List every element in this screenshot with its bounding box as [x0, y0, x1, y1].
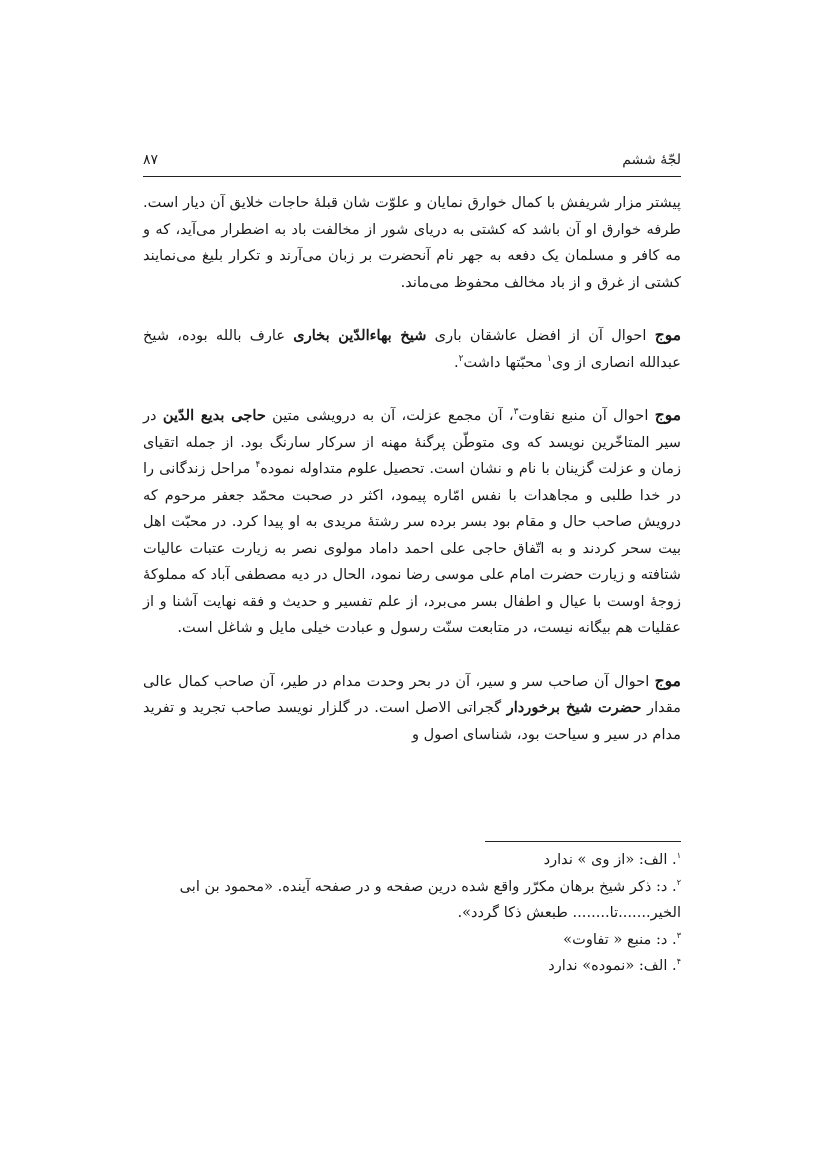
body-text: [143, 190, 681, 748]
paragraph-text: محبّتها داشت: [463, 353, 548, 371]
paragraph-1: [143, 190, 681, 296]
footnote-number: ۳: [676, 930, 681, 940]
footnote-text: . د: ذکر شیخ برهان مکرّر واقع شده درین صفحه و در صفحه آینده. «محمود بن ابی الخیر.......تا........ طبعش ذکا گردد».: [179, 877, 681, 921]
mawj-keyword: موج: [654, 405, 682, 424]
footnote-text: . الف: «از وی » ندارد: [543, 851, 677, 868]
footnote-number: ۴: [676, 957, 681, 967]
paragraph-text: .: [453, 353, 459, 371]
person-name: حضرت شیخ برخوردار: [506, 699, 642, 716]
footnote-ref: ۴: [255, 460, 261, 471]
footnote-ref: ۲: [458, 353, 464, 364]
paragraph-3: [143, 402, 681, 642]
page-number: ۸۷: [143, 152, 159, 168]
paragraph-text: ، آن مجمع عزلت، آن به درویشی متین: [265, 407, 514, 424]
paragraph-text: گجراتی الاصل است. در گلزار نویسد صاحب تجرید و تفرید مدام در سیر و سیاحت بود، شناسای اصول و: [143, 699, 681, 743]
footnote-ref: ۳: [513, 407, 519, 418]
paragraph-text: در سیر المتاخّرین نویسد که وی متوطّن پرگنهٔ مهنه از سرکار سارنگ بود. از جمله اتقیای زمان و عزلت گزینان با نام و نشان است. تحصیل علوم متداوله نموده: [143, 407, 682, 477]
paragraph-1-text: پیشتر مزار شریفش با کمال خوارق نمایان و علوّت شان قبلهٔ حاجات خلایق آن دیار است. طرفه خوارق او آن باشد که کشتی به دریای شور از مخالفت باد به اضطرار می‌آید، که و مه کافر و مسلمان یک دفعه به جهر نام آنحضرت بر زبان می‌آرند و تکرار بلیغ می‌نمایند کشتی از غرق و از باد مخالف محفوظ می‌ماند.: [143, 194, 681, 291]
footnote-3: [143, 927, 681, 954]
person-name: شیخ بهاءالدّین بخاری: [293, 327, 427, 344]
footnote-number: ۱: [676, 851, 681, 861]
footnote-2: [143, 874, 681, 927]
footnote-ref: ۱: [547, 353, 552, 364]
paragraph-text: احوال آن صاحب سر و سیر، آن در بحر وحدت مدام در طیر، آن صاحب کمال عالی مقدار: [143, 672, 681, 716]
person-name: حاجی بدیع الدّین: [162, 407, 266, 424]
footnote-1: [143, 847, 681, 874]
paragraph-text: مراحل زندگانی را در خدا طلبی و مجاهدات با نفس امّاره پیمود، اکثر در صحبت محمّد جعفر مرحوم که درویش صاحب حال و مقام بود بسر برده سر رشتهٔ مریدی به او پیدا کرد. در محبّت اهل بیت سحر کردند و به اتّفاق حاجی علی احمد داماد مولوی نصر به زیارت عتبات عالیات شتافته و زیارت حضرت امام علی موسی رضا نمود، الحال در دیه مصطفی آباد که مملوکهٔ زوجهٔ اوست با عیال و اطفال بسر می‌برد، از علم تفسیر و حدیث و فقه نهایت آشنا و از عقلیات هم بیگانه نیست، در متابعت سنّت رسول و عبادت خیلی مایل و شاغل است.: [143, 460, 681, 636]
header-rule: [143, 176, 681, 177]
footnote-number: ۲: [676, 877, 681, 887]
paragraph-text: احوال آن منبع نقاوت: [518, 407, 655, 424]
mawj-keyword: موج: [654, 325, 682, 344]
footnote-4: [143, 953, 681, 980]
footnote-text: . د: منبع « تفاوت»: [563, 930, 677, 948]
paragraph-text: احوال آن از افضل عاشقان باری: [426, 327, 655, 344]
footnotes: [143, 847, 681, 980]
paragraph-2: [143, 322, 681, 376]
paragraph-4: [143, 668, 681, 749]
running-head: [143, 148, 681, 172]
chapter-title: لجّهٔ ششم: [622, 152, 681, 168]
document-page: [143, 0, 681, 1169]
footnote-text: . الف: «نموده» ندارد: [548, 957, 677, 974]
mawj-keyword: موج: [654, 670, 681, 690]
footnote-rule: [485, 841, 681, 842]
paragraph-text: عارف بالله بوده، شیخ عبدالله انصاری از وی: [143, 327, 681, 371]
